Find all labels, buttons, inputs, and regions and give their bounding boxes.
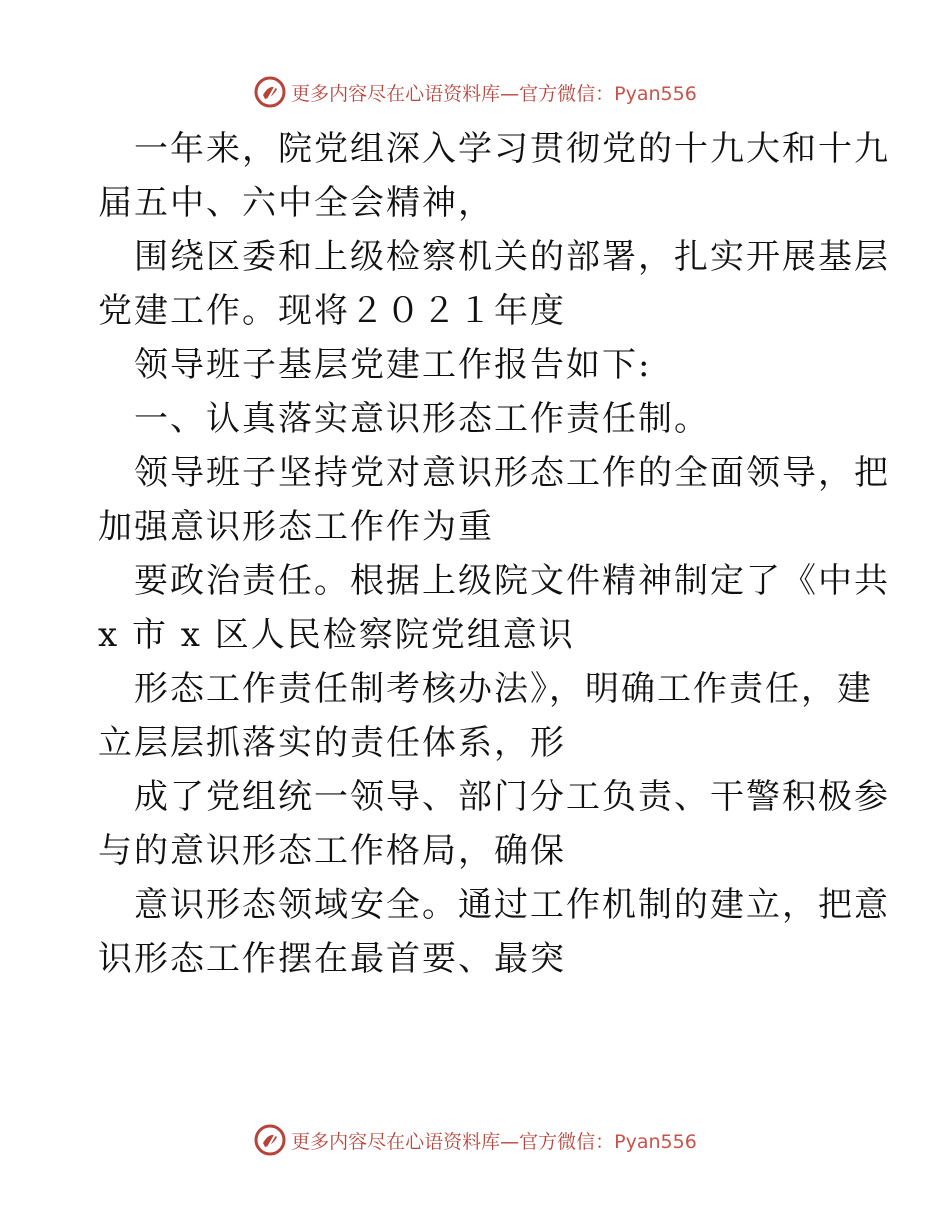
watermark-header (0, 72, 950, 112)
paragraph-line: 围绕区委和上级检察机关的部署，扎实开展基层 (134, 237, 890, 277)
paragraph-line: 成了党组统一领导、部门分工负责、干警积极参 (134, 777, 890, 817)
watermark-id: Pyan556 (614, 82, 697, 105)
paragraph-line: 一年来，院党组深入学习贯彻党的十九大和十九 (134, 129, 890, 169)
paragraph-line: 领导班子坚持党对意识形态工作的全面领导，把 (134, 453, 890, 493)
watermark-footer (0, 1120, 950, 1160)
paragraph-line: 立层层抓落实的责任体系，形 (98, 723, 566, 763)
document-body (98, 122, 890, 986)
watermark-id: Pyan556 (614, 1130, 697, 1153)
paragraph-line: 党建工作。现将２０２１年度 (98, 291, 566, 331)
watermark-text: 更多内容尽在心语资料库—官方微信：Pyan556 (291, 1130, 697, 1153)
rose-logo-icon (253, 1123, 287, 1157)
paragraph-line: 加强意识形态工作作为重 (98, 507, 494, 547)
section-heading: 一、认真落实意识形态工作责任制。 (134, 399, 710, 439)
paragraph-line: 意识形态领域安全。通过工作机制的建立，把意 (134, 885, 890, 925)
paragraph-line: x 市 x 区人民检察院党组意识 (98, 615, 575, 655)
paragraph-line: 与的意识形态工作格局，确保 (98, 831, 566, 871)
paragraph-line: 要政治责任。根据上级院文件精神制定了《中共 (134, 561, 890, 601)
paragraph-line: 届五中、六中全会精神， (98, 183, 494, 223)
paragraph-line: 识形态工作摆在最首要、最突 (98, 939, 566, 979)
rose-logo-icon (253, 75, 287, 109)
paragraph-line: 形态工作责任制考核办法》，明确工作责任，建 (134, 669, 873, 709)
paragraph-line: 领导班子基层党建工作报告如下: (134, 345, 652, 385)
watermark-text: 更多内容尽在心语资料库—官方微信：Pyan556 (291, 82, 697, 105)
